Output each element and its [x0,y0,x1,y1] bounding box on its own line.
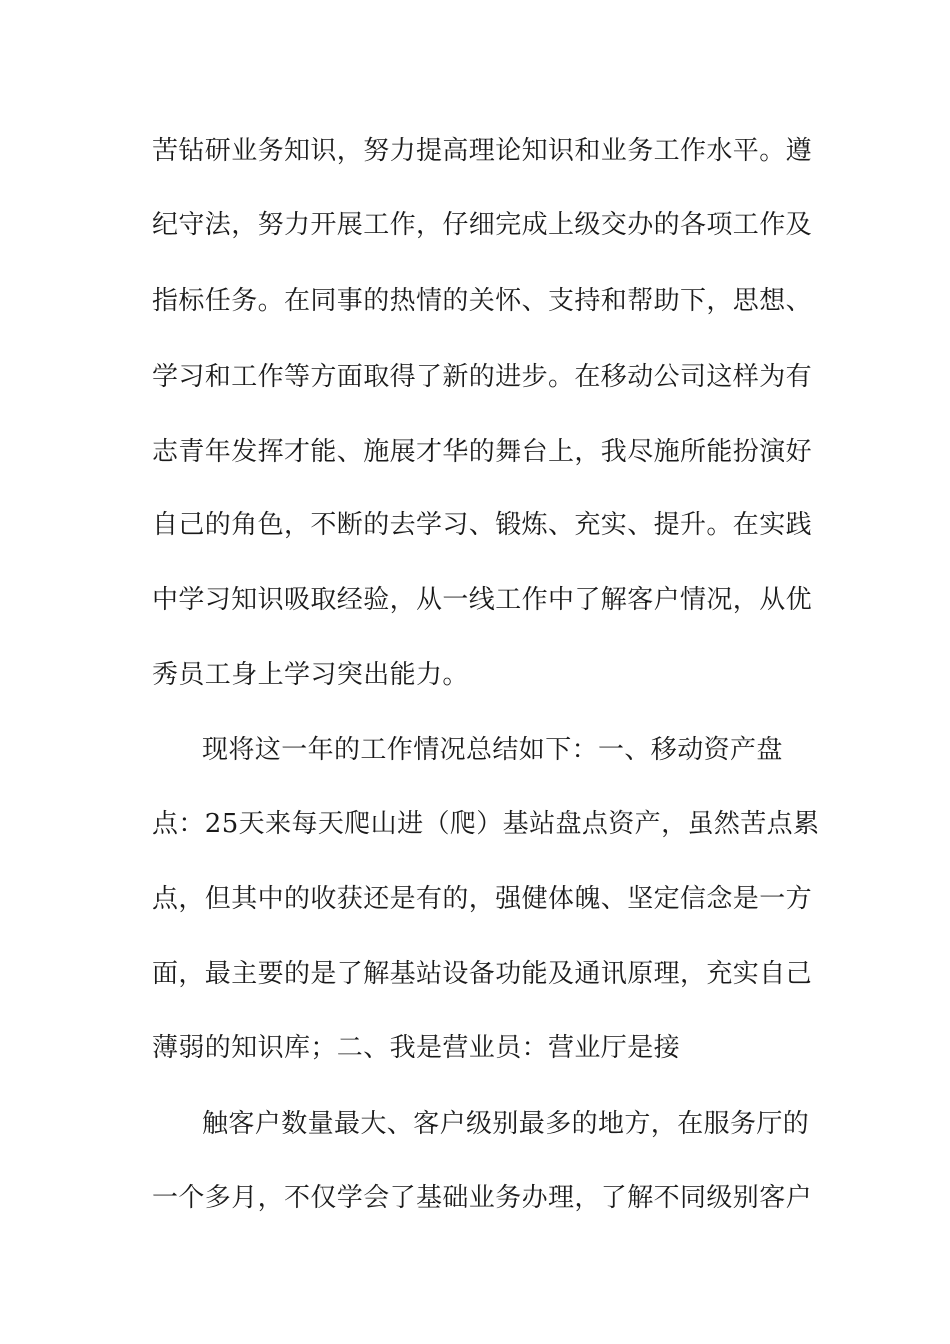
text-line: 薄弱的知识库；二、我是营业员：营业厅是接 [152,1033,681,1063]
text-line: 一个多月，不仅学会了基础业务办理，了解不同级别客户 [152,1183,813,1213]
text-line: 点，但其中的收获还是有的，强健体魄、坚定信念是一方 [152,884,813,914]
text-line: 自己的角色，不断的去学习、锻炼、充实、提升。在实践 [152,510,813,540]
text-line: 点：25天来每天爬山进（爬）基站盘点资产，虽然苦点累 [152,809,820,839]
text-line: 苦钻研业务知识，努力提高理论知识和业务工作水平。遵 [152,136,813,166]
text-line: 现将这一年的工作情况总结如下：一、移动资产盘 [202,735,783,765]
text-line: 触客户数量最大、客户级别最多的地方，在服务厅的 [202,1109,810,1139]
text-line: 秀员工身上学习突出能力。 [152,660,469,690]
text-line: 面，最主要的是了解基站设备功能及通讯原理，充实自己 [152,959,813,989]
text-line: 志青年发挥才能、施展才华的舞台上，我尽施所能扮演好 [152,437,813,467]
text-line: 中学习知识吸取经验，从一线工作中了解客户情况，从优 [152,585,813,615]
text-line: 指标任务。在同事的热情的关怀、支持和帮助下，思想、 [152,286,813,316]
text-line: 纪守法，努力开展工作，仔细完成上级交办的各项工作及 [152,210,813,240]
text-line: 学习和工作等方面取得了新的进步。在移动公司这样为有 [152,362,813,392]
